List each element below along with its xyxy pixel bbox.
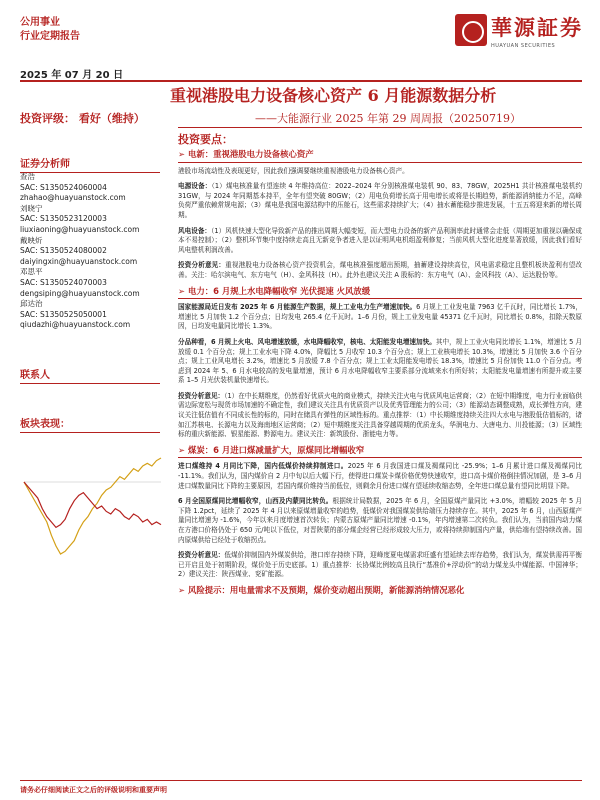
paragraph-text: 低煤价抑制国内外煤炭供给，港口库存持续下降，迎峰度夏电煤需求旺盛有望延续去库存趋势，我们认为，煤炭供需再平衡已开启且处于初期阶段，煤价处于历史底部。1）重点推荐：长协煤比例较高且执行“基准价+浮动价”的动力煤龙头中煤能源、中国神华；2）建议关注：陕西煤业、兖矿能源。 [178,551,583,579]
report-category [20,16,80,44]
analyst-name: 戴映炘 [20,235,43,245]
sector-performance-heading: 板块表现： [20,415,160,433]
logo-text-en: HUAYUAN SECURITIES [491,43,556,49]
arrow-bullet-icon: ➢ [178,285,186,296]
footer-rule [20,780,582,781]
sector-performance-chart [20,452,165,562]
section-heading-text: 电力：6 月规上水电降幅收窄 光伏提速 火风放缓 [188,285,371,296]
analyst-email[interactable]: daiyingxin@huayuanstock.com [20,256,138,266]
investment-points-heading: 投资要点： [178,133,233,146]
chart-series-line-1 [24,482,161,527]
paragraph [178,338,582,386]
paragraph-lead: 国家能源局近日发布 2025 年 6 月能源生产数据，规上工业电力生产增速加快。 [178,303,417,312]
brand-logo [455,12,585,58]
logo-mark-icon [455,14,487,46]
section-heading [178,150,582,163]
contacts-heading: 联系人 [20,366,160,384]
analyst-sac: SAC: S1350524080002 [20,246,107,256]
paragraph [178,182,582,220]
analyst-name: 查浩 [20,172,35,181]
chart-series-line-0 [24,458,161,554]
paragraph-lead: 风电设备： [178,226,212,235]
analyst-email[interactable]: liuxiaoning@huayuanstock.com [20,224,140,234]
paragraph [178,261,582,280]
paragraph-lead: 投资分析意见： [178,391,225,400]
paragraph-lead: 进口煤维持 4 月同比下降，国内低煤价持续抑制进口。 [178,462,348,471]
arrow-bullet-icon: ➢ [178,149,186,159]
paragraph-lead: 电源设备： [178,182,212,191]
paragraph-lead: 分品种看，6 月规上火电、风电增速放缓，水电降幅收窄，核电、太阳能发电增速加快。 [178,337,436,346]
paragraph [178,303,582,332]
analyst-email[interactable]: zhahao@huayuanstock.com [20,193,126,203]
analyst-email[interactable]: qiudazhi@huayuanstock.com [20,320,131,330]
report-date: 2025 年 07 月 20 日 [20,70,124,81]
section-heading [178,287,582,300]
analyst-name: 邓思平 [20,267,43,277]
analyst-sac: SAC: S1350524070003 [20,277,107,287]
paragraph-text: 重视港股电力设备核心资产投资机会，煤电核准强度超出预期，抽蓄建设持续高位，风电需求稳定且整机板块盈利有望改善。关注：哈尔滨电气、东方电气（H）、金风科技（H）。此外也建议关注 A 股标的：东方电气（A）、金风科技（A）、运达股份等。 [178,261,583,279]
paragraph [178,227,582,256]
analyst-name: 刘晓宁 [20,203,43,213]
paragraph-text: 6 月规上工业发电量 7963 亿千瓦时，同比增长 1.7%，增速比 5 月加快 1.2 个百分点；日均发电 265.4 亿千瓦时。1–6 月份，规上工业发电量 45371 亿千瓦时，同比增长 0.8%，扣除天数原因，日均发电量同比增长 1.3%。 [178,303,582,331]
paragraph-lead: 6 月全国原煤同比增幅收窄，山西及内蒙同比转负。 [178,497,333,506]
report-title: 重视港股电力设备核心资产 6 月能源数据分析 [170,86,497,105]
paragraph-text: 其中，规上工业火电同比增长 1.1%，增速比 5 月放缓 0.1 个百分点；规上工业水电下降 4.0%，降幅比 5 月收窄 10.3 个百分点；规上工业核电增长 10.3%，增速比 5 月加快 3.6 个百分点；规上工业风电增长 3.2%，增速比 5 月放缓 7.8 个百分点；规上工业太阳能发电增长 18.3%，增速比 5 月份加快 11.0 个百分点。考虑到 2024 年 5、6 月水电较高的发电量增速，预计 6 月水电降幅收窄主要系部分流域来水有所好转；太阳能发电量增速有所提升或主要系 1–5 月光伏装机量快速增长。 [178,337,582,385]
section-heading-text: 煤炭：6 月进口煤减量扩大，原煤同比增幅收窄 [188,444,365,455]
arrow-bullet-icon: ➢ [178,584,186,595]
section-heading-text: 电新：重视港股电力设备核心资产 [188,149,314,159]
paragraph-lead: 投资分析意见： [178,261,226,270]
analyst-sac: SAC: S1350523120003 [20,214,107,224]
analyst-email[interactable]: dengsiping@huayuanstock.com [20,288,140,298]
analyst-name: 邱达治 [20,299,43,309]
paragraph-lead: 投资分析意见： [178,551,225,560]
header-rule [20,80,582,82]
paragraph [178,497,582,545]
paragraph-text: 根据统计局数据，2025 年 6 月，全国原煤产量同比 +3.0%，增幅较 2025 年 5 月下降 1.2pct，延续了 2025 年 4 月以来原煤增量收窄的趋势，低煤价对我国煤炭供给端压力持续存在。其中，2025 年 6 月，山西原煤产量同比增速为 -1.6%，今年以来月度增速首次转负；内蒙古原煤产量同比增速 -0.1%，年内增速第二次转负。我们认为，当前国内动力煤在方港口价格仍处于 650 元/吨以下低位，对晋陕蒙的部分煤企经营已经形成较大压力，或将持续抑制国内产量，供给端有望持续改善。国内原煤供给已经处于收缩拐点。 [178,497,582,544]
investment-rating: 投资评级： 看好（维持） [20,112,145,125]
paragraph-text: 2025 年 6 月我国进口煤及褐煤同比 -25.9%；1–6 月累计进口煤及褐煤同比 -11.1%。我们认为，国内煤价自 2 月中旬以后大幅下行，使得进口煤炭卡煤价格优势快速收窄，进口高卡煤价格倒挂情况加剧，是 3–6 月进口煤数量同比下降的主要原因，若国内煤价维持当前低位，则剩余月份进口煤有望延续收缩态势，全年进口煤总量有望同比明显下降。 [178,462,582,490]
analyst-list [20,172,165,331]
analyst-sac: SAC: S1350525050001 [20,309,107,319]
paragraph [178,392,582,440]
paragraph-text: （1）风机快速大型化导致新产品的推出周期大幅变短，而大型电力设备的新产品利润率此时通常会走低（周期更加重视以确保成本不易控制）；（2）整机环节集中度持续走高且无新竞争者进入是以证明风电机组盈利修复；当前风机大型化进度显著放缓，因此我们看好风电整机利润改善。 [178,226,582,254]
report-body [178,148,582,602]
category-line2: 行业定期报告 [20,31,80,42]
paragraph-text: （1）煤电核准量有望连续 4 年维持高位：2022–2024 年分别核准煤电装机 90、83、78GW，2025H1 共计核准煤电装机约 31GW，与 2024 年同期基本持平，全年有望突破 80GW；（2）用电负荷增长高于用电增长或将是长期趋势，新能源消纳能力不足，高峰负荷严重依赖常规电源；（3）煤电是我国电源结构中的压舱石，这些需求持续扩大；（4）抽水蓄能稳步推进发展，十五五将迎来新的增长周期。 [178,182,583,219]
paragraph [178,551,582,580]
paragraph [178,167,582,177]
section-heading [178,586,582,598]
paragraph-text: （1）在中长期维度，仍然看好优质火电的商业模式，持续关注火电与优质风电运营商；（2）在短中期维度，电力行业面临供需边际宽松与现货市场加速的不确定性，我们建议关注具有优质资产以及优秀管理能力的公司；（3）能源动态调整成熟，成长弹性方向，建议关注低估值有不同成长性的标的，同时在储具有弹性的区域性标的。重点推荐：（1）中长期维度持续关注四大水电与港股低估值标的，诸如江苏核电、长源电力以及海南地区运营商；（2）短中期维度关注具备穿越周期的优质龙头，华润电力、大唐电力、川投能源；（3）区域性标的重庆新能源、银星能源、黔源电力。建议关注：新筑股份、浙能电力等。 [178,391,583,439]
paragraph-text: 港股市场流动性及表现更好，因此我们强调要继续重视港股电力设备核心资产。 [178,166,409,175]
paragraph [178,462,582,491]
footer-disclaimer: 请务必仔细阅读正文之后的评级说明和重要声明 [20,786,167,794]
category-line1: 公用事业 [20,17,60,28]
logo-text-cn: 華源証券 [491,15,583,40]
section-heading-text: 风险提示：用电量需求不及预期，煤价变动超出预期，新能源消纳情况恶化 [188,584,465,595]
report-subtitle: ——大能源行业 2025 年第 29 周周报（20250719） [255,112,521,125]
section-heading [178,446,582,459]
analysts-heading: 证券分析师 [20,155,160,173]
title-rule [178,127,582,128]
analyst-sac: SAC: S1350524060004 [20,182,107,192]
arrow-bullet-icon: ➢ [178,444,186,455]
